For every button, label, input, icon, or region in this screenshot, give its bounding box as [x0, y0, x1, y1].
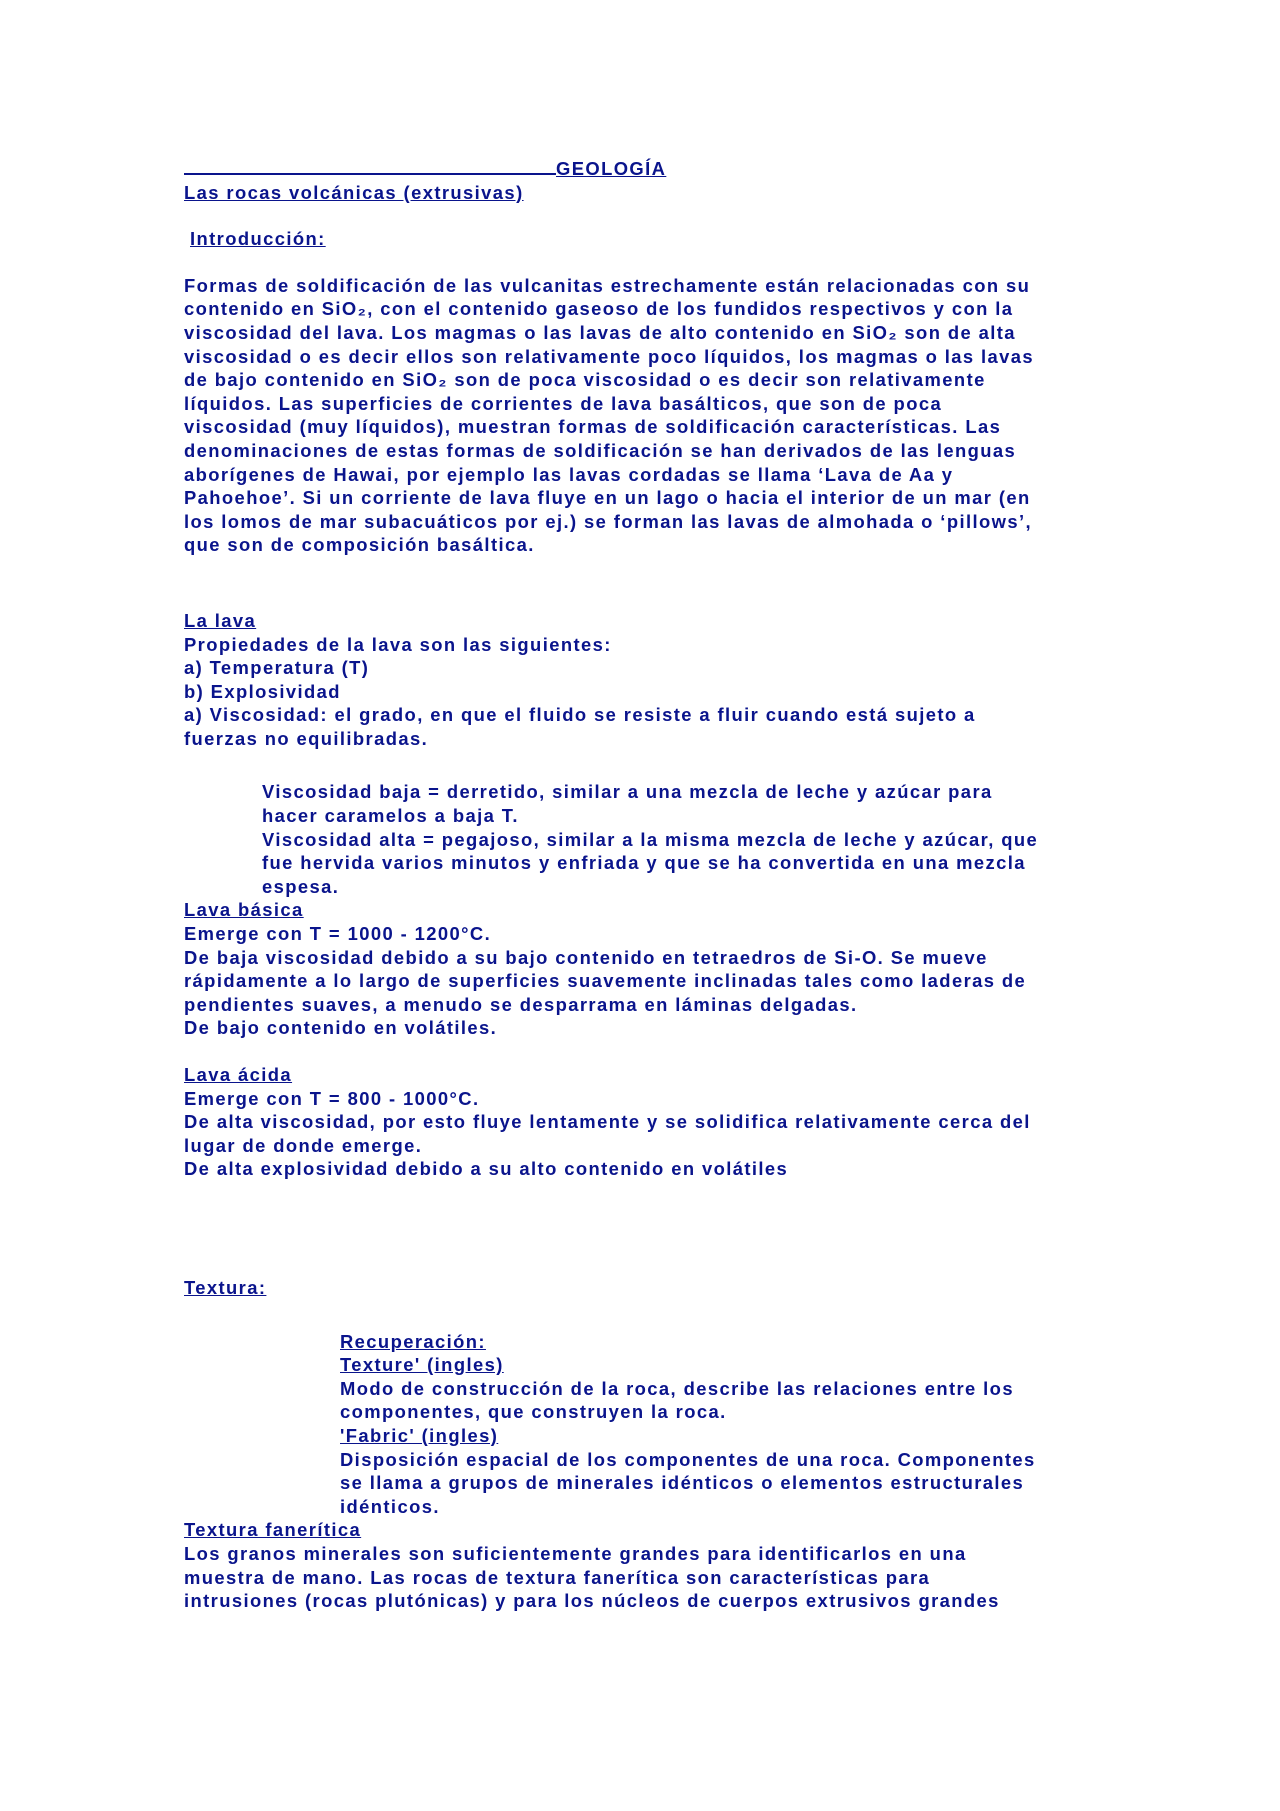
intro-line: Pahoehoe’. Si un corriente de lava fluye en un lago o hacia el interior de un mar (en: [184, 487, 1031, 509]
viscosity-line: espesa.: [262, 875, 340, 897]
title-line: [184, 155, 1124, 181]
intro-heading: Introducción:: [190, 228, 326, 250]
intro-line: contenido en SiO₂, con el contenido gaseoso de los fundidos respectivos y con la: [184, 298, 1014, 320]
basic-lava-line: pendientes suaves, a menudo se desparrama en láminas delgadas.: [184, 993, 858, 1015]
document-title: GEOLOGÍA: [556, 158, 667, 179]
document-page: [184, 155, 1124, 1613]
lava-heading: La lava: [184, 609, 257, 631]
intro-line: líquidos. Las superficies de corrientes de lava basálticos, que son de poca: [184, 392, 943, 414]
spacer: [184, 251, 1124, 274]
lava-line: b) Explosividad: [184, 680, 341, 702]
intro-line: denominaciones de estas formas de soldificación se han derivados de las lenguas: [184, 439, 1017, 461]
lava-line: a) Viscosidad: el grado, en que el fluido se resiste a fluir cuando está sujeto a: [184, 704, 976, 726]
basic-lava-line: Emerge con T = 1000 - 1200°C.: [184, 923, 492, 945]
texture-en-heading: Texture' (ingles): [340, 1354, 504, 1376]
fabric-heading: 'Fabric' (ingles): [340, 1424, 499, 1446]
acid-lava-line: Emerge con T = 800 - 1000°C.: [184, 1087, 480, 1109]
intro-paragraph: [184, 274, 1124, 557]
intro-line: viscosidad o es decir ellos son relativamente poco líquidos, los magmas o las lavas: [184, 345, 1035, 367]
spacer: [184, 1300, 1124, 1330]
phaneritic-line: intrusiones (rocas plutónicas) y para los núcleos de cuerpos extrusivos grandes: [184, 1590, 1000, 1612]
spacer: [184, 1040, 1124, 1063]
viscosity-line: hacer caramelos a baja T.: [262, 805, 519, 827]
intro-line: los lomos de mar subacuáticos por ej.) se forman las lavas de almohada o ‘pillows’,: [184, 510, 1032, 532]
viscosity-line: fue hervida varios minutos y enfriada y que se ha convertida en una mezcla: [262, 852, 1026, 874]
acid-lava-line: De alta explosividad debido a su alto contenido en volátiles: [184, 1158, 789, 1180]
acid-lava-paragraph: [184, 1087, 1124, 1181]
recovery-block: [184, 1330, 1124, 1519]
phaneritic-heading: Textura fanerítica: [184, 1519, 362, 1541]
texture-en-line: Modo de construcción de la roca, describe las relaciones entre los: [340, 1377, 1014, 1399]
title-rule: [184, 155, 556, 175]
intro-line: que son de composición basáltica.: [184, 534, 535, 556]
lava-line: fuerzas no equilibradas.: [184, 727, 429, 749]
texture-en-line: componentes, que construyen la roca.: [340, 1401, 727, 1423]
fabric-line: Disposición espacial de los componentes de una roca. Componentes: [340, 1448, 1036, 1470]
fabric-line: se llama a grupos de minerales idénticos o elementos estructurales: [340, 1472, 1025, 1494]
intro-line: Formas de soldificación de las vulcanitas estrechamente están relacionadas con su: [184, 274, 1031, 296]
spacer: [184, 750, 1124, 780]
lava-line: Propiedades de la lava son las siguientes:: [184, 633, 612, 655]
viscosity-line: Viscosidad alta = pegajoso, similar a la misma mezcla de leche y azúcar, que: [262, 828, 1039, 850]
viscosity-line: Viscosidad baja = derretido, similar a una mezcla de leche y azúcar para: [262, 781, 993, 803]
acid-lava-heading: Lava ácida: [184, 1064, 293, 1085]
lava-line: a) Temperatura (T): [184, 657, 370, 679]
intro-line: viscosidad del lava. Los magmas o las lavas de alto contenido en SiO₂ son de alta: [184, 321, 1016, 343]
document-subtitle: Las rocas volcánicas (extrusivas): [184, 181, 524, 203]
viscosity-block: [184, 780, 1124, 898]
phaneritic-line: Los granos minerales son suficientemente grandes para identificarlos en una: [184, 1542, 967, 1564]
recovery-heading: Recuperación:: [340, 1330, 486, 1352]
basic-lava-line: rápidamente a lo largo de superficies suavemente inclinadas tales como laderas de: [184, 970, 1027, 992]
spacer: [184, 557, 1124, 609]
spacer: [184, 1181, 1124, 1276]
basic-lava-line: De bajo contenido en volátiles.: [184, 1017, 498, 1039]
intro-line: de bajo contenido en SiO₂ son de poca viscosidad o es decir son relativamente: [184, 369, 986, 391]
basic-lava-line: De baja viscosidad debido a su bajo contenido en tetraedros de Si-O. Se mueve: [184, 946, 988, 968]
fabric-line: idénticos.: [340, 1495, 440, 1517]
basic-lava-paragraph: [184, 922, 1124, 1040]
acid-lava-line: De alta viscosidad, por esto fluye lentamente y se solidifica relativamente cerca del: [184, 1111, 1031, 1133]
acid-lava-line: lugar de donde emerge.: [184, 1134, 423, 1156]
phaneritic-line: muestra de mano. Las rocas de textura fanerítica son características para: [184, 1566, 931, 1588]
phaneritic-paragraph: [184, 1542, 1124, 1613]
texture-heading: Textura:: [184, 1276, 267, 1298]
spacer: [184, 204, 1124, 227]
intro-line: viscosidad (muy líquidos), muestran formas de soldificación características. Las: [184, 416, 1002, 438]
lava-properties: [184, 633, 1124, 751]
basic-lava-heading: Lava básica: [184, 899, 304, 921]
intro-line: aborígenes de Hawai, por ejemplo las lavas cordadas se llama ‘Lava de Aa y: [184, 463, 954, 485]
